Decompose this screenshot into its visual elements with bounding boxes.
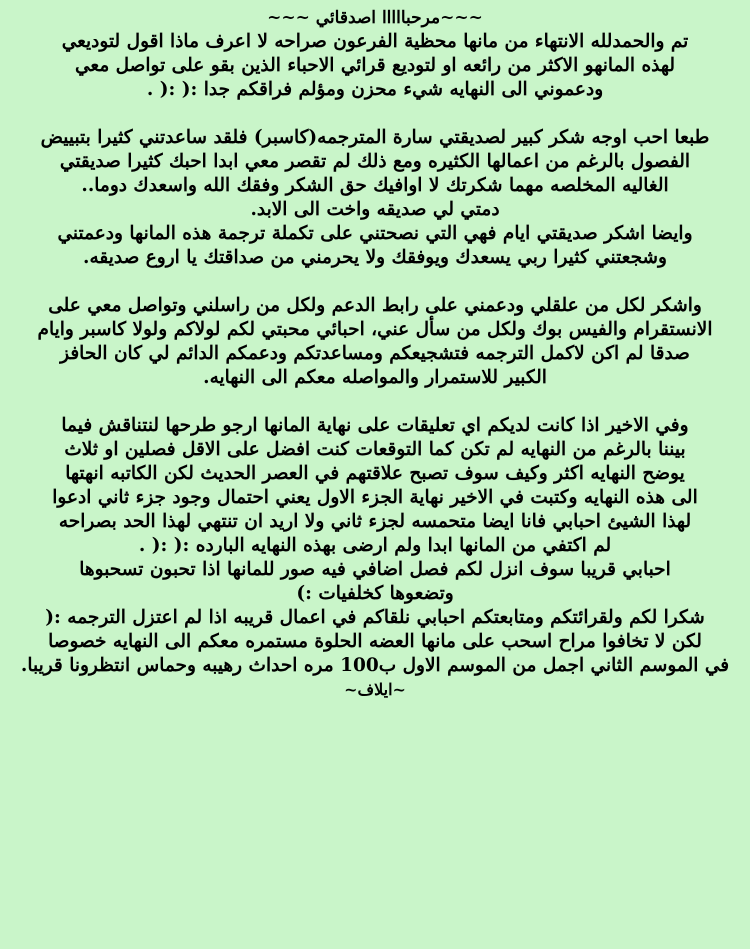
paragraph-spacer	[6, 102, 744, 126]
text-line: ودعموني الى النهايه شيء محزن ومؤلم فراقكم جدا :( :( .	[146, 79, 604, 100]
paragraph-closing	[6, 414, 744, 678]
text-line: لهذه المانهو الاكثر من رائعه او لتوديع قرائي الاحباء الذين بقو على تواصل معي	[74, 55, 676, 76]
text-line: وايضا اشكر صديقتي ايام فهي التي نصحتني على تكملة ترجمة هذه المانها ودعمتني	[57, 223, 693, 244]
text-line: الفصول بالرغم من اعمالها الكثيره ومع ذلك لم تقصر معي ابدا احبك كثيرا صديقتي	[59, 151, 691, 172]
text-line: بيننا بالرغم من النهايه لم تكن كما التوقعات كنت افضل على الاقل فصلين او ثلاث	[64, 439, 686, 460]
greeting-line: ~~~مرحبااااا اصدقائي ~~~	[267, 8, 483, 28]
text-line: تم والحمدلله الانتهاء من مانها محظية الفرعون صراحه لا اعرف ماذا اقول لتوديعي	[61, 31, 689, 52]
paragraph-spacer	[6, 390, 744, 414]
paragraph-spacer	[6, 270, 744, 294]
text-line: لهذا الشيئ احبابي فانا ايضا متحمسه لجزء ثاني ولا اريد ان تنتهي لهذا الحد بصراحه	[58, 511, 692, 532]
text-line: يوضح النهايه اكثر وكيف سوف تصبح علاقتهم في العصر الحديث لكن الكاتبه انهتها	[65, 463, 685, 484]
text-line: وشجعتني كثيرا ربي يسعدك ويوفقك ولا يحرمني من صداقتك يا اروع صديقه.	[83, 247, 667, 268]
signature: ~ايلاف~	[344, 680, 406, 699]
text-line: احبابي قريبا سوف انزل لكم فصل اضافي فيه صور للمانها اذا تحبون تسحبوها	[79, 559, 671, 580]
paragraph-thanks-translators	[6, 126, 744, 270]
text-line: دمتي لي صديقه واخت الى الابد.	[250, 199, 500, 220]
text-line: وفي الاخير اذا كانت لديكم اي تعليقات على نهاية المانها ارجو طرحها لنتناقش فيما	[61, 415, 689, 436]
text-line: الكبير للاستمرار والمواصله معكم الى النهايه.	[203, 367, 547, 388]
text-line: لكن لا تخافوا مراح اسحب على مانها العضه الحلوة مستمره معكم الى النهايه خصوصا	[48, 631, 702, 652]
text-line: في الموسم الثاني اجمل من الموسم الاول ب100 مره احداث رهيبه وحماس انتظرونا قريبا.	[20, 655, 730, 676]
text-line: الى هذه النهايه وكتبت في الاخير نهاية الجزء الاول يعني احتمال وجود جزء ثاني ادعوا	[52, 487, 698, 508]
text-line: الغاليه المخلصه مهما شكرتك لا اوافيك حق الشكر وفقك الله واسعدك دوما..	[81, 175, 669, 196]
text-line: وتضعوها كخلفيات :)	[296, 583, 454, 604]
paragraph-farewell	[6, 30, 744, 102]
text-line: شكرا لكم ولقرائتكم ومتابعتكم احبابي نلقاكم في اعمال قريبه اذا لم اعتزل الترجمه :(	[45, 607, 705, 628]
text-line: طبعا احب اوجه شكر كبير لصديقتي سارة المترجمه(كاسبر) فلقد ساعدتني كثيرا بتبييض	[40, 127, 710, 148]
text-line: واشكر لكل من علقلي ودعمني على رابط الدعم ولكل من راسلني وتواصل معي على	[48, 295, 702, 316]
text-line: الانستقرام والفيس بوك ولكل من سأل عني، احبائي محبتي لكم لولاكم ولولا كاسبر وايام	[37, 319, 713, 340]
text-line: لم اكتفي من المانها ابدا ولم ارضى بهذه النهايه البارده :( :( .	[138, 535, 612, 556]
paragraph-thanks-readers	[6, 294, 744, 390]
text-line: صدقا لم اكن لاكمل الترجمه فتشجيعكم ومساعدتكم ودعمكم الدائم لي كان الحافز	[60, 343, 690, 364]
